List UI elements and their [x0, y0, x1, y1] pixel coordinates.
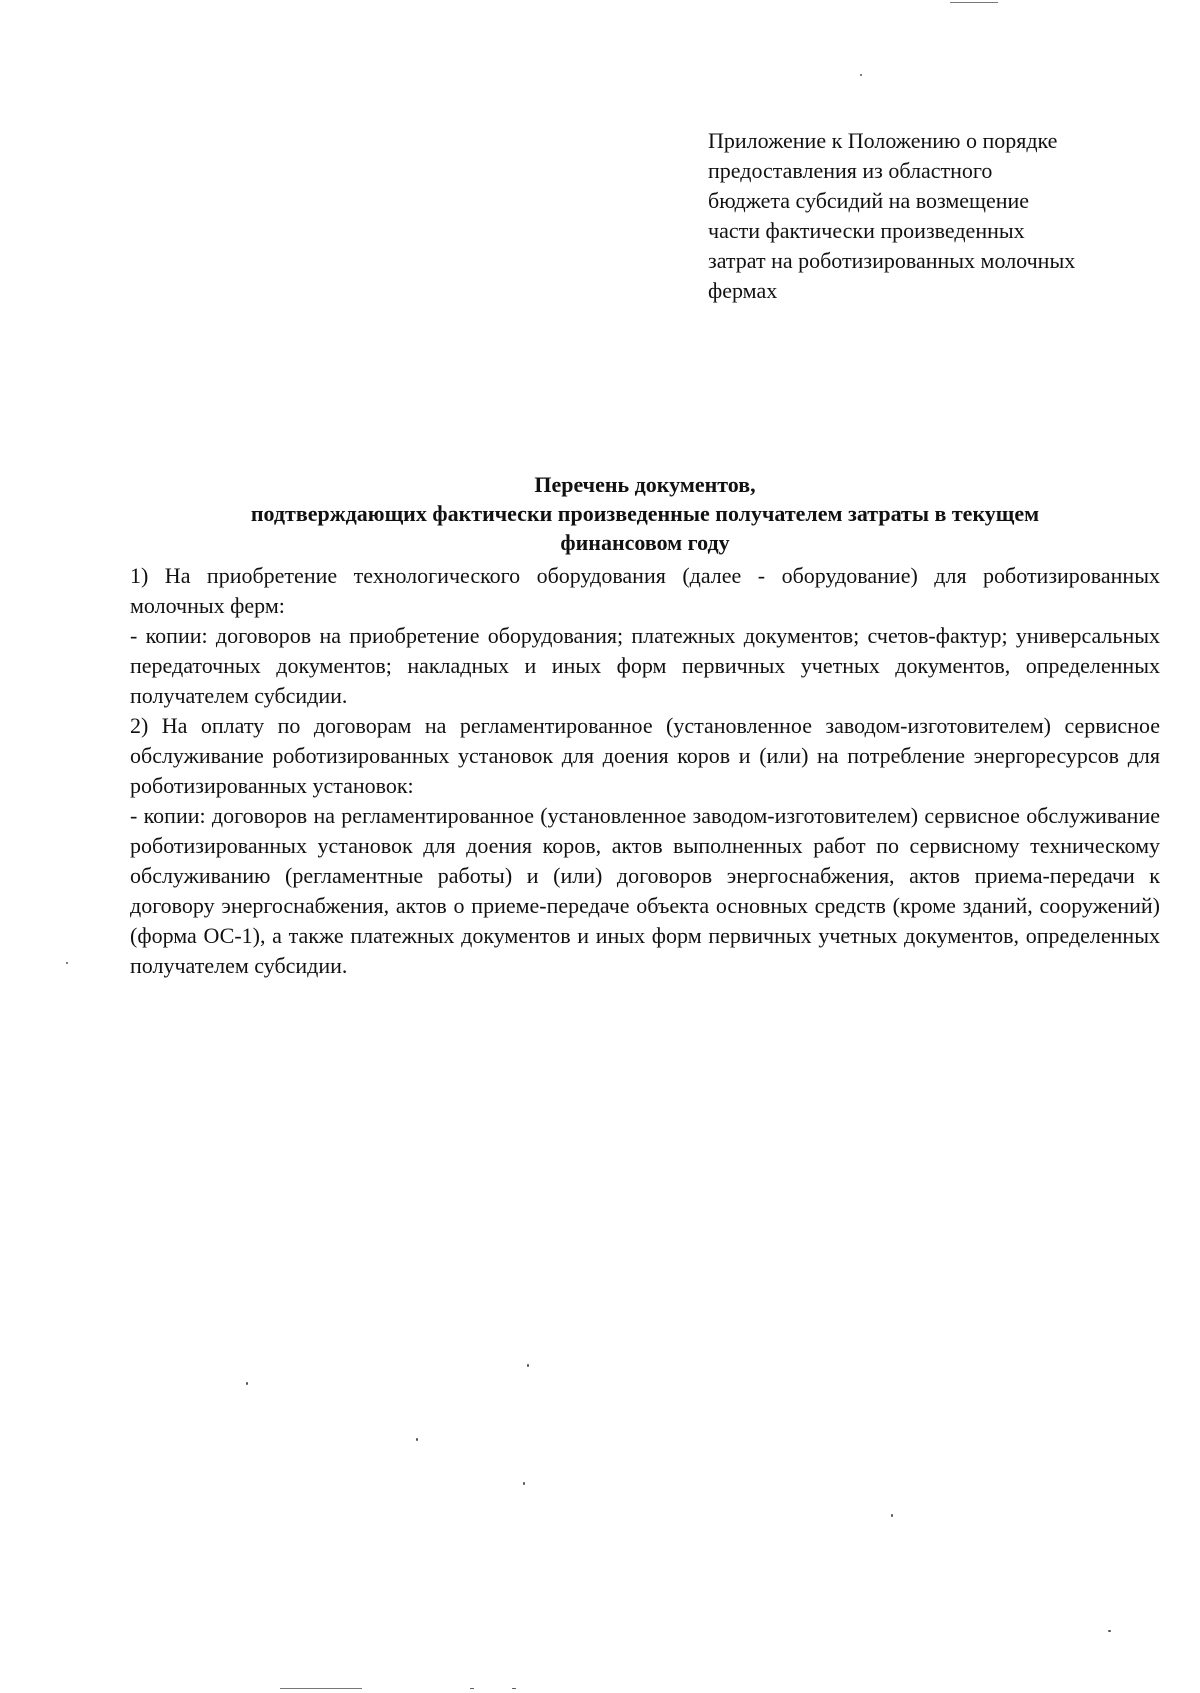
scan-artifact-speck [1108, 1630, 1111, 1632]
document-title [130, 470, 1160, 557]
scan-artifact-speck [470, 1688, 474, 1689]
scan-artifact-top-line [950, 2, 998, 3]
title-line-2: подтверждающих фактически произведенные получателем затраты в текущем [250, 501, 1040, 526]
document-body [130, 561, 1160, 981]
paragraph-2: - копии: договоров на приобретение оборудования; платежных документов; счетов-фактур; универсальных передаточных документов; накладных и иных форм первичных учетных документов, определенных получателем субсидии. [130, 623, 1160, 708]
scan-artifact-speck [416, 1438, 418, 1441]
paragraph-4: - копии: договоров на регламентированное (установленное заводом-изготовителем) сервисное обслуживание роботизированных установок для доения коров, актов выполненных работ по сервисному техническому обслуживанию (регламентные работы) и (или) договоров энергоснабжения, актов приема-передачи к договору энергоснабжения, актов о приеме-передаче объекта основных средств (кроме зданий, сооружений) (форма ОС-1), а также платежных документов и иных форм первичных учетных документов, определенных получателем субсидии. [130, 803, 1160, 978]
scan-artifact-speck [891, 1514, 893, 1517]
scan-artifact-speck [860, 74, 862, 76]
scan-artifact-speck [512, 1688, 516, 1689]
scan-artifact-bottom-line [280, 1688, 362, 1689]
scan-artifact-speck [527, 1364, 529, 1367]
scan-artifact-speck [66, 962, 68, 964]
scan-artifact-speck [523, 1482, 525, 1485]
title-line-1: Перечень документов, [534, 472, 756, 497]
paragraph-1: 1) На приобретение технологического оборудования (далее - оборудование) для роботизированных молочных ферм: [130, 563, 1160, 618]
title-line-3: финансовом году [560, 530, 730, 555]
paragraph-3: 2) На оплату по договорам на регламентированное (установленное заводом-изготовителем) сервисное обслуживание роботизированных установок для доения коров и (или) на потребление энергоресурсов для роботизированных установок: [130, 713, 1160, 798]
appendix-note: Приложение к Положению о порядке предоставления из областного бюджета субсидий на возмещение части фактически произведенных затрат на роботизированных молочных фермах [708, 128, 1076, 303]
scan-artifact-speck [246, 1382, 248, 1385]
